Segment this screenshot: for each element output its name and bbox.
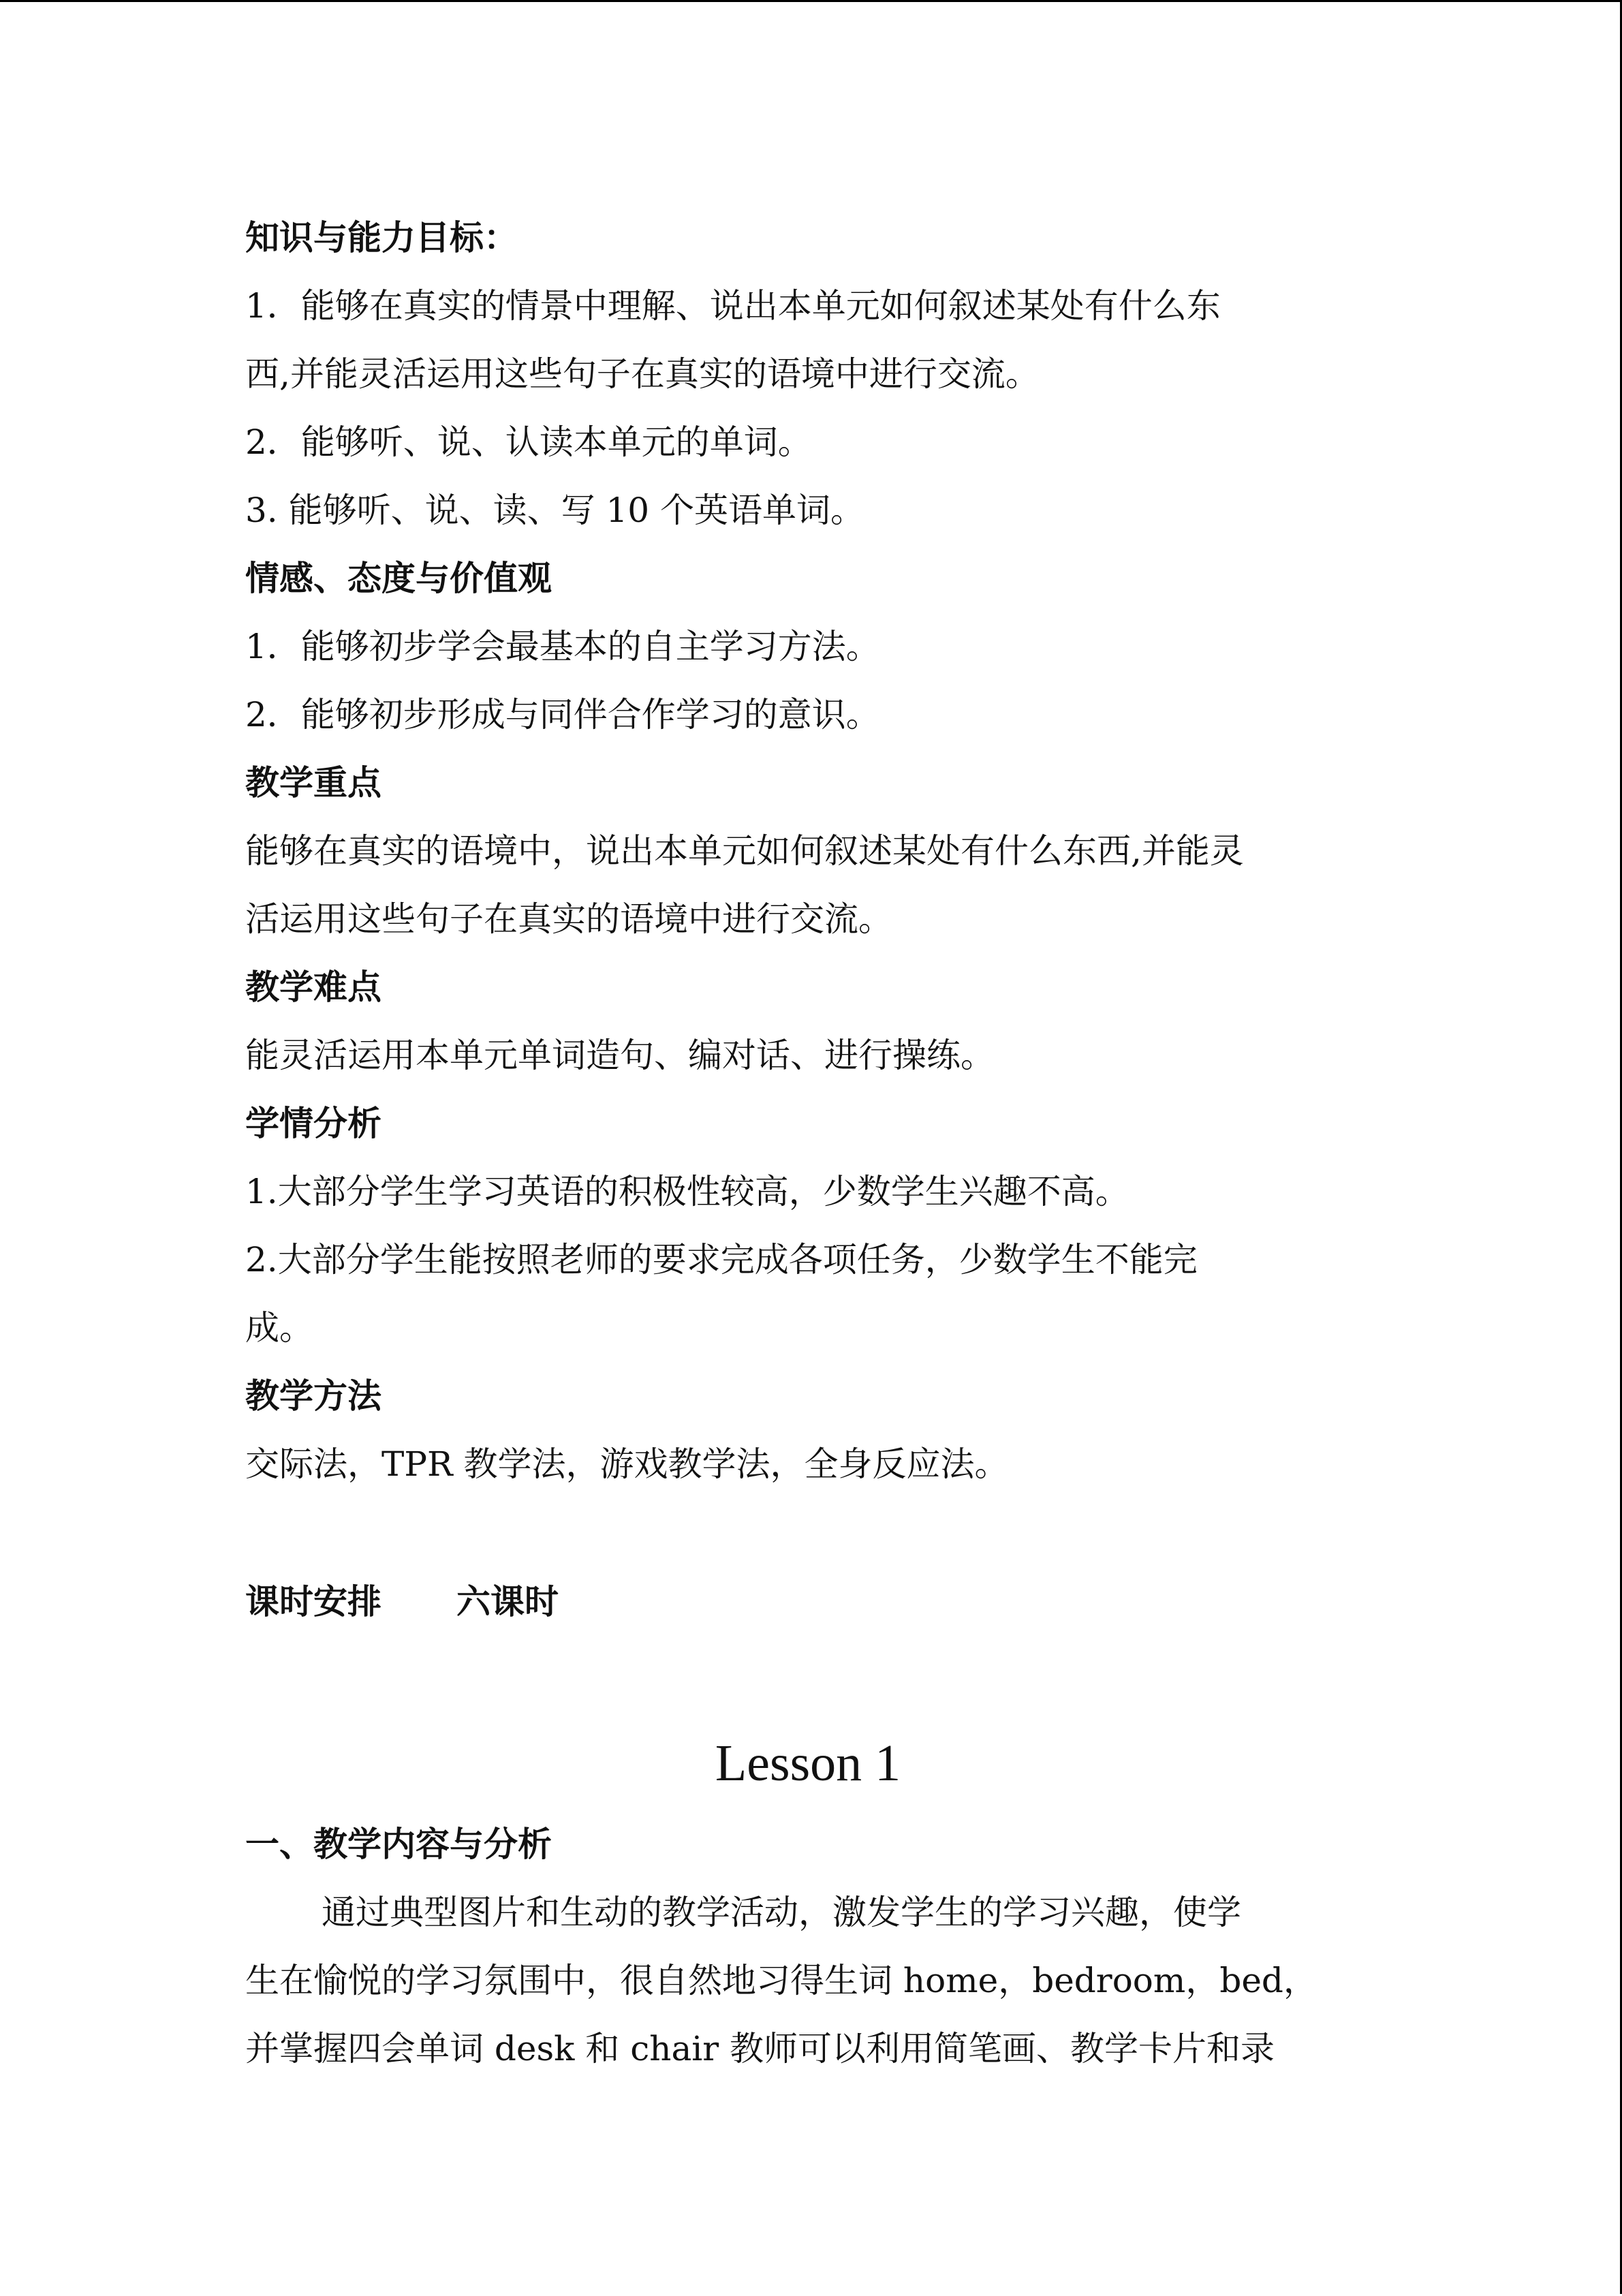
knowledge-item-1-line-2: 西,并能灵活运用这些句子在真实的语境中进行交流。 bbox=[245, 354, 1040, 394]
difficulties-heading: 教学难点 bbox=[245, 967, 381, 1007]
knowledge-goals-heading: 知识与能力目标： bbox=[245, 218, 518, 258]
lesson-paragraph-line-2: 生在愉悦的学习氛围中，很自然地习得生词 home，bedroom，bed， bbox=[245, 1961, 1317, 2000]
lesson-section-heading: 一、教学内容与分析 bbox=[245, 1825, 552, 1864]
lesson-title: Lesson 1 bbox=[715, 1735, 901, 1792]
student-analysis-item-1: 1.大部分学生学习英语的积极性较高，少数学生兴趣不高。 bbox=[245, 1172, 1129, 1211]
difficulties-line-1: 能灵活运用本单元单词造句、编对话、进行操练。 bbox=[245, 1036, 995, 1075]
lesson-paragraph-line-3: 并掌握四会单词 desk 和 chair 教师可以利用简笔画、教学卡片和录 bbox=[245, 2029, 1275, 2068]
lesson-paragraph-line-1: 通过典型图片和生动的教学活动，激发学生的学习兴趣，使学 bbox=[322, 1893, 1241, 1932]
knowledge-item-1-line-1: 1．能够在真实的情景中理解、说出本单元如何叙述某处有什么东 bbox=[245, 286, 1221, 326]
knowledge-item-2: 2．能够听、说、认读本单元的单词。 bbox=[245, 422, 812, 462]
methods-line-1: 交际法，TPR 教学法，游戏教学法，全身反应法。 bbox=[245, 1444, 1009, 1484]
key-points-line-1: 能够在真实的语境中，说出本单元如何叙述某处有什么东西,并能灵 bbox=[245, 831, 1244, 871]
knowledge-item-3: 3. 能够听、说、读、写 10 个英语单词。 bbox=[245, 491, 865, 530]
student-analysis-heading: 学情分析 bbox=[245, 1104, 381, 1143]
student-analysis-item-2-line-2: 成。 bbox=[245, 1308, 313, 1348]
document-page bbox=[245, 2, 1390, 2296]
schedule-line bbox=[245, 1581, 559, 1622]
student-analysis-item-2-line-1: 2.大部分学生能按照老师的要求完成各项任务，少数学生不能完 bbox=[245, 1240, 1198, 1279]
emotion-goals-heading: 情感、态度与价值观 bbox=[245, 559, 552, 598]
schedule-value: 六课时 bbox=[456, 1582, 559, 1622]
schedule-label: 课时安排 bbox=[245, 1582, 381, 1622]
key-points-heading: 教学重点 bbox=[245, 763, 381, 803]
emotion-item-1: 1．能够初步学会最基本的自主学习方法。 bbox=[245, 627, 880, 666]
methods-heading: 教学方法 bbox=[245, 1376, 381, 1416]
emotion-item-2: 2．能够初步形成与同伴合作学习的意识。 bbox=[245, 695, 880, 734]
key-points-line-2: 活运用这些句子在真实的语境中进行交流。 bbox=[245, 899, 892, 939]
